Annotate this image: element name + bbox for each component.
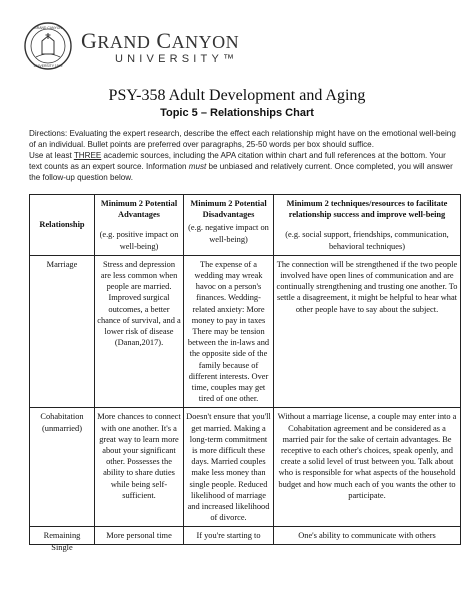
header-techniques-note: (e.g. social support, friendships, communication, behavioral techniques): [285, 230, 449, 251]
cell-marriage-disadvantages: The expense of a wedding may wreak havoc on a person's finances. Wedding-related anxiety: More money to pay in taxes There may be tension between the in-laws and the opposite side of the family because of different interests. Over time, couples may get tired of one other.: [184, 255, 274, 408]
directions-must-emphasis: must: [188, 162, 207, 171]
svg-text:GRAND CANYON: GRAND CANYON: [34, 26, 62, 30]
table-row: [30, 527, 461, 545]
university-seal-icon: [23, 21, 73, 71]
cell-cohabitation-techniques: Without a marriage license, a couple may enter into a Cohabitation agreement and be considered as a married pair for the sake of certain advantages. Be receptive to each other's choices, speak openly, and create a solid level of trust between you. Talk about who is responsible for what aspects of the household budget and how much each of you wants the other to participate.: [274, 408, 461, 527]
directions-paragraph-1: Directions: Evaluating the expert research, describe the effect each relationship might have on the emotional well-being of an individual. Bullet points are preferred over paragraphs, 25-50 words per box should suffice.: [29, 129, 456, 149]
university-logo: [23, 21, 323, 75]
cell-single-techniques: [274, 527, 461, 545]
cell-single-advantages: [95, 527, 184, 545]
directions-text: [29, 128, 459, 183]
cell-relationship-marriage: Marriage: [30, 255, 95, 408]
header-disadvantages-title: Minimum 2 Potential Disadvantages: [190, 199, 267, 220]
header-advantages-title: Minimum 2 Potential Advantages: [100, 199, 178, 220]
cell-relationship-single: [30, 527, 95, 552]
logo-wordmark-line2: UNIVERSITY™: [115, 53, 239, 65]
cell-cohabitation-advantages: More chances to connect with one another. It's a great way to learn more about your significant other. Possesses the ability to share duties while being self-sufficient.: [95, 408, 184, 527]
cell-cohabitation-disadvantages: Doesn't ensure that you'll get married. Making a long-term commitment is more difficult these days. Married couples make less money than single people. Reduced likelihood of marriage and increased likelihood of divorce.: [184, 408, 274, 527]
cell-marriage-techniques: The connection will be strengthened if the two people involved have open lines of communication and are continually strengthening and trusting one another. To settle a disagreement, it might be helpful to hear what other people have to say about the subject.: [274, 255, 461, 408]
logo-wordmark-line1: GRAND CANYON: [81, 28, 240, 53]
header-disadvantages: [184, 195, 274, 256]
cell-relationship-cohabitation: Cohabitation (unmarried): [30, 408, 95, 527]
header-disadvantages-note: (e.g. negative impact on well-being): [188, 223, 269, 244]
document-subtitle: Topic 5 – Relationships Chart: [160, 107, 314, 119]
header-relationship: Relationship: [30, 195, 95, 256]
svg-text:UNIVERSITY 1949: UNIVERSITY 1949: [33, 64, 63, 68]
header-advantages-note: (e.g. positive impact on well-being): [99, 230, 179, 251]
relationships-chart-table: [29, 194, 461, 552]
cell-marriage-advantages: Stress and depression are less common when people are married. Improved surgical outcomes, a better chance of survival, and a lower risk of disease (Danan,2017).: [95, 255, 184, 408]
directions-p2-part-a: Use at least: [29, 151, 74, 160]
cell-single-disadvantages: [184, 527, 274, 545]
header-techniques: [274, 195, 461, 256]
table-row: [30, 255, 461, 408]
table-header-row: [30, 195, 461, 256]
cell-single-techniques-text: One's ability to communicate with others: [298, 531, 436, 541]
directions-p2-part-c: be unbiased and relatively current. Once completed, you will answer the follow-up question below.: [29, 162, 453, 182]
header-advantages: [95, 195, 184, 256]
document-title: PSY-358 Adult Development and Aging: [108, 87, 366, 104]
cell-single-advantages-text: More personal time: [106, 531, 172, 541]
header-techniques-title: Minimum 2 techniques/resources to facilitate relationship success and improve well-being: [286, 199, 448, 220]
directions-three-emphasis: THREE: [73, 151, 102, 160]
table-row: [30, 408, 461, 527]
cell-single-text: Remaining Single: [43, 531, 81, 552]
directions-paragraph-2: [29, 150, 459, 183]
directions-p2-part-b: academic sources, including the APA citation within chart and full references at the bottom. Your text counts as an expert source. Information: [29, 151, 446, 171]
cell-single-disadvantages-text: If you're starting to: [196, 531, 261, 541]
